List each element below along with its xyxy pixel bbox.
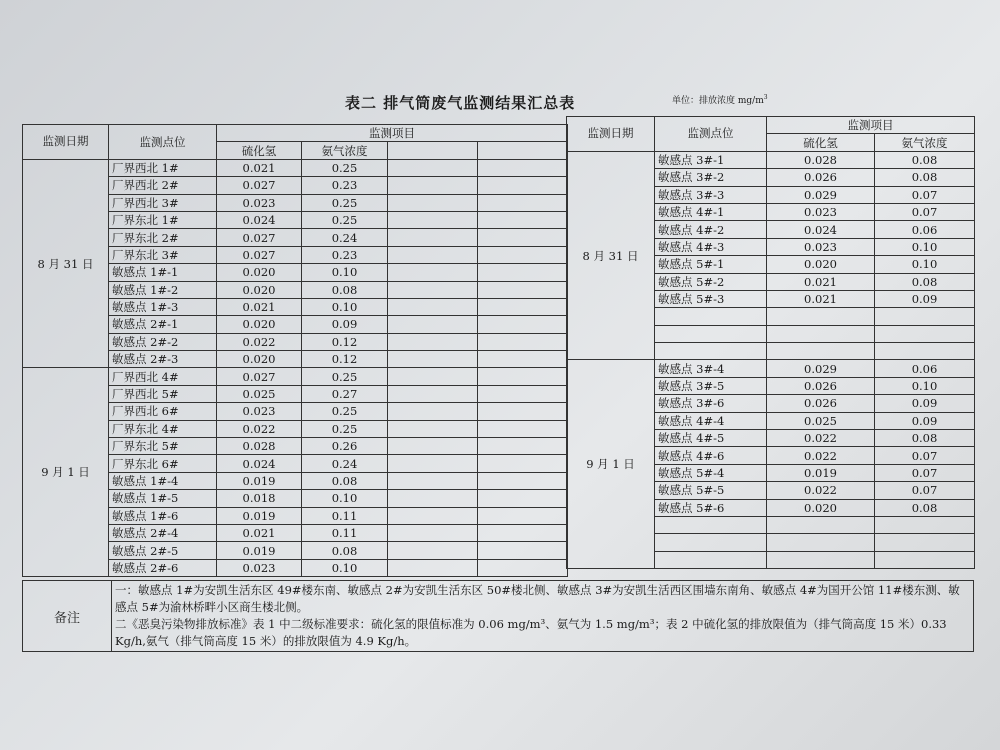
site-cell: 敏感点 2#-1: [109, 316, 217, 333]
date-cell: 8 月 31 日: [567, 151, 655, 360]
site-cell: 敏感点 2#-3: [109, 351, 217, 368]
nh3-cell: 0.09: [875, 412, 975, 429]
site-cell: 厂界西北 4#: [109, 368, 217, 385]
empty-cell: [388, 403, 478, 420]
empty-cell: [478, 229, 568, 246]
nh3-cell: 0.08: [875, 151, 975, 168]
empty-cell: [388, 316, 478, 333]
h2s-cell: 0.020: [217, 264, 302, 281]
site-cell: 敏感点 4#-6: [655, 447, 767, 464]
h2s-cell: 0.026: [767, 377, 875, 394]
site-cell: 敏感点 5#-2: [655, 273, 767, 290]
nh3-cell: 0.25: [302, 368, 388, 385]
empty-cell: [388, 385, 478, 402]
site-cell: 敏感点 1#-5: [109, 490, 217, 507]
empty-cell: [388, 507, 478, 524]
header-site: 监测点位: [109, 125, 217, 160]
h2s-cell: 0.019: [217, 542, 302, 559]
date-cell: 9 月 1 日: [23, 368, 109, 577]
empty-cell: [388, 333, 478, 350]
h2s-cell: 0.021: [217, 159, 302, 176]
empty-cell: [875, 308, 975, 325]
empty-cell: [478, 507, 568, 524]
h2s-cell: 0.028: [767, 151, 875, 168]
nh3-cell: 0.25: [302, 403, 388, 420]
empty-cell: [388, 455, 478, 472]
h2s-cell: 0.022: [767, 447, 875, 464]
site-cell: 敏感点 1#-4: [109, 472, 217, 489]
site-cell: 厂界东北 4#: [109, 420, 217, 437]
site-cell: 敏感点 2#-4: [109, 524, 217, 541]
empty-cell: [478, 211, 568, 228]
h2s-cell: 0.023: [217, 559, 302, 576]
site-cell: 敏感点 2#-5: [109, 542, 217, 559]
table-row: [567, 360, 975, 377]
empty-cell: [767, 308, 875, 325]
nh3-cell: 0.11: [302, 524, 388, 541]
empty-cell: [478, 177, 568, 194]
site-cell: 厂界东北 6#: [109, 455, 217, 472]
site-cell: 厂界西北 2#: [109, 177, 217, 194]
h2s-cell: 0.029: [767, 186, 875, 203]
h2s-cell: 0.021: [217, 298, 302, 315]
empty-cell: [767, 551, 875, 568]
h2s-cell: 0.024: [767, 221, 875, 238]
site-cell: 敏感点 3#-6: [655, 395, 767, 412]
site-cell: 敏感点 4#-2: [655, 221, 767, 238]
empty-cell: [478, 420, 568, 437]
h2s-cell: 0.025: [217, 385, 302, 402]
nh3-cell: 0.09: [302, 316, 388, 333]
site-cell: 敏感点 5#-3: [655, 290, 767, 307]
empty-cell: [388, 438, 478, 455]
site-cell: 敏感点 4#-1: [655, 203, 767, 220]
header-items-right: 监测项目: [767, 117, 975, 134]
empty-cell: [388, 177, 478, 194]
h2s-cell: 0.022: [217, 420, 302, 437]
empty-cell: [388, 194, 478, 211]
header-h2s-right: 硫化氢: [767, 134, 875, 151]
empty-cell: [767, 516, 875, 533]
empty-cell: [875, 534, 975, 551]
nh3-cell: 0.08: [302, 281, 388, 298]
h2s-cell: 0.028: [217, 438, 302, 455]
empty-cell: [478, 333, 568, 350]
site-cell: 厂界西北 5#: [109, 385, 217, 402]
nh3-cell: 0.25: [302, 211, 388, 228]
site-cell: 厂界西北 3#: [109, 194, 217, 211]
empty-cell: [875, 343, 975, 360]
empty-cell: [478, 524, 568, 541]
h2s-cell: 0.020: [217, 351, 302, 368]
nh3-cell: 0.25: [302, 194, 388, 211]
site-cell: 敏感点 5#-1: [655, 256, 767, 273]
nh3-cell: 0.08: [302, 542, 388, 559]
nh3-cell: 0.10: [302, 298, 388, 315]
h2s-cell: 0.020: [767, 256, 875, 273]
header-items: 监测项目: [217, 125, 568, 142]
table-row: [23, 368, 568, 385]
empty-cell: [478, 438, 568, 455]
site-cell: 厂界西北 1#: [109, 159, 217, 176]
empty-cell: [388, 472, 478, 489]
nh3-cell: 0.10: [875, 238, 975, 255]
site-cell: 敏感点 3#-4: [655, 360, 767, 377]
empty-cell: [478, 142, 568, 159]
h2s-cell: 0.027: [217, 368, 302, 385]
empty-cell: [875, 325, 975, 342]
site-cell: 厂界东北 5#: [109, 438, 217, 455]
nh3-cell: 0.24: [302, 229, 388, 246]
nh3-cell: 0.08: [875, 169, 975, 186]
h2s-cell: 0.019: [217, 472, 302, 489]
empty-cell: [767, 325, 875, 342]
notes-line-2: 二《恶臭污染物排放标准》表 1 中二级标准要求：硫化氢的限值标准为 0.06 mg/m³、氨气为 1.5 mg/m³；表 2 中硫化氢的排放限值为（排气筒高度 15 米）0.33 Kg/h,氨气（排气筒高度 15 米）的排放限值为 4.9 Kg/h。: [115, 617, 947, 648]
nh3-cell: 0.07: [875, 482, 975, 499]
empty-cell: [655, 551, 767, 568]
empty-cell: [388, 368, 478, 385]
site-cell: 敏感点 1#-2: [109, 281, 217, 298]
h2s-cell: 0.024: [217, 455, 302, 472]
h2s-cell: 0.021: [217, 524, 302, 541]
empty-cell: [655, 308, 767, 325]
h2s-cell: 0.023: [767, 238, 875, 255]
nh3-cell: 0.10: [875, 377, 975, 394]
site-cell: 敏感点 4#-3: [655, 238, 767, 255]
nh3-cell: 0.08: [875, 499, 975, 516]
empty-cell: [478, 351, 568, 368]
empty-cell: [388, 298, 478, 315]
empty-cell: [478, 316, 568, 333]
empty-cell: [388, 542, 478, 559]
h2s-cell: 0.029: [767, 360, 875, 377]
empty-cell: [655, 534, 767, 551]
h2s-cell: 0.026: [767, 395, 875, 412]
nh3-cell: 0.08: [875, 273, 975, 290]
empty-cell: [388, 559, 478, 576]
table-row: [23, 159, 568, 176]
nh3-cell: 0.23: [302, 177, 388, 194]
h2s-cell: 0.023: [217, 194, 302, 211]
site-cell: 厂界西北 6#: [109, 403, 217, 420]
site-cell: 敏感点 2#-2: [109, 333, 217, 350]
nh3-cell: 0.06: [875, 221, 975, 238]
nh3-cell: 0.12: [302, 333, 388, 350]
empty-cell: [875, 551, 975, 568]
h2s-cell: 0.019: [767, 464, 875, 481]
nh3-cell: 0.10: [875, 256, 975, 273]
site-cell: 厂界东北 3#: [109, 246, 217, 263]
date-cell: 9 月 1 日: [567, 360, 655, 569]
nh3-cell: 0.26: [302, 438, 388, 455]
empty-cell: [655, 343, 767, 360]
h2s-cell: 0.019: [217, 507, 302, 524]
nh3-cell: 0.09: [875, 290, 975, 307]
h2s-cell: 0.025: [767, 412, 875, 429]
header-h2s: 硫化氢: [217, 142, 302, 159]
site-cell: 敏感点 3#-2: [655, 169, 767, 186]
empty-cell: [388, 142, 478, 159]
empty-cell: [478, 264, 568, 281]
h2s-cell: 0.024: [217, 211, 302, 228]
site-cell: 敏感点 1#-3: [109, 298, 217, 315]
h2s-cell: 0.027: [217, 229, 302, 246]
empty-cell: [478, 281, 568, 298]
site-cell: 敏感点 1#-1: [109, 264, 217, 281]
empty-cell: [388, 264, 478, 281]
nh3-cell: 0.10: [302, 559, 388, 576]
nh3-cell: 0.25: [302, 159, 388, 176]
site-cell: 敏感点 3#-1: [655, 151, 767, 168]
h2s-cell: 0.027: [217, 246, 302, 263]
table-row: [567, 151, 975, 168]
notes-line-1: 一：敏感点 1#为安凯生活东区 49#楼东南、敏感点 2#为安凯生活东区 50#楼北侧、敏感点 3#为安凯生活西区围墙东南角、敏感点 4#为国开公馆 11#楼东测、敏感点 5#为渝林桥畔小区商生楼北侧。: [115, 583, 960, 614]
nh3-cell: 0.27: [302, 385, 388, 402]
header-site-right: 监测点位: [655, 117, 767, 152]
h2s-cell: 0.018: [217, 490, 302, 507]
notes-label: 备注: [23, 581, 112, 652]
site-cell: 敏感点 5#-6: [655, 499, 767, 516]
empty-cell: [388, 246, 478, 263]
header-nh3: 氨气浓度: [302, 142, 388, 159]
h2s-cell: 0.021: [767, 290, 875, 307]
site-cell: 敏感点 3#-5: [655, 377, 767, 394]
site-cell: 敏感点 5#-4: [655, 464, 767, 481]
empty-cell: [655, 325, 767, 342]
site-cell: 敏感点 4#-4: [655, 412, 767, 429]
empty-cell: [478, 490, 568, 507]
header-nh3-right: 氨气浓度: [875, 134, 975, 151]
site-cell: 敏感点 5#-5: [655, 482, 767, 499]
right-table: [566, 116, 975, 569]
empty-cell: [478, 455, 568, 472]
empty-cell: [478, 194, 568, 211]
empty-cell: [478, 298, 568, 315]
h2s-cell: 0.021: [767, 273, 875, 290]
notes-table: [22, 580, 974, 652]
header-date-right: 监测日期: [567, 117, 655, 152]
nh3-cell: 0.24: [302, 455, 388, 472]
site-cell: 厂界东北 1#: [109, 211, 217, 228]
site-cell: 敏感点 2#-6: [109, 559, 217, 576]
h2s-cell: 0.023: [767, 203, 875, 220]
empty-cell: [478, 159, 568, 176]
h2s-cell: 0.023: [217, 403, 302, 420]
empty-cell: [388, 159, 478, 176]
unit-label: 单位：排放浓度 $mg/m^3$: [672, 94, 768, 106]
header-date: 监测日期: [23, 125, 109, 160]
nh3-cell: 0.07: [875, 203, 975, 220]
nh3-cell: 0.25: [302, 420, 388, 437]
date-cell: 8 月 31 日: [23, 159, 109, 368]
h2s-cell: 0.026: [767, 169, 875, 186]
empty-cell: [478, 542, 568, 559]
site-cell: 敏感点 1#-6: [109, 507, 217, 524]
notes-text: [112, 581, 974, 652]
empty-cell: [388, 420, 478, 437]
nh3-cell: 0.11: [302, 507, 388, 524]
h2s-cell: 0.020: [217, 281, 302, 298]
empty-cell: [478, 403, 568, 420]
h2s-cell: 0.022: [767, 482, 875, 499]
empty-cell: [388, 211, 478, 228]
h2s-cell: 0.027: [217, 177, 302, 194]
nh3-cell: 0.23: [302, 246, 388, 263]
empty-cell: [767, 534, 875, 551]
empty-cell: [388, 524, 478, 541]
empty-cell: [388, 351, 478, 368]
site-cell: 厂界东北 2#: [109, 229, 217, 246]
empty-cell: [388, 490, 478, 507]
site-cell: 敏感点 4#-5: [655, 430, 767, 447]
empty-cell: [478, 559, 568, 576]
h2s-cell: 0.022: [767, 430, 875, 447]
empty-cell: [478, 246, 568, 263]
empty-cell: [767, 343, 875, 360]
h2s-cell: 0.020: [767, 499, 875, 516]
empty-cell: [478, 368, 568, 385]
empty-cell: [875, 516, 975, 533]
nh3-cell: 0.08: [875, 430, 975, 447]
h2s-cell: 0.022: [217, 333, 302, 350]
left-table: [22, 124, 568, 577]
nh3-cell: 0.08: [302, 472, 388, 489]
h2s-cell: 0.020: [217, 316, 302, 333]
empty-cell: [388, 281, 478, 298]
nh3-cell: 0.07: [875, 447, 975, 464]
empty-cell: [478, 472, 568, 489]
nh3-cell: 0.10: [302, 490, 388, 507]
nh3-cell: 0.06: [875, 360, 975, 377]
site-cell: 敏感点 3#-3: [655, 186, 767, 203]
nh3-cell: 0.07: [875, 464, 975, 481]
nh3-cell: 0.09: [875, 395, 975, 412]
empty-cell: [655, 516, 767, 533]
empty-cell: [478, 385, 568, 402]
empty-cell: [388, 229, 478, 246]
nh3-cell: 0.10: [302, 264, 388, 281]
table-title: 表二 排气筒废气监测结果汇总表: [345, 94, 576, 112]
nh3-cell: 0.07: [875, 186, 975, 203]
nh3-cell: 0.12: [302, 351, 388, 368]
